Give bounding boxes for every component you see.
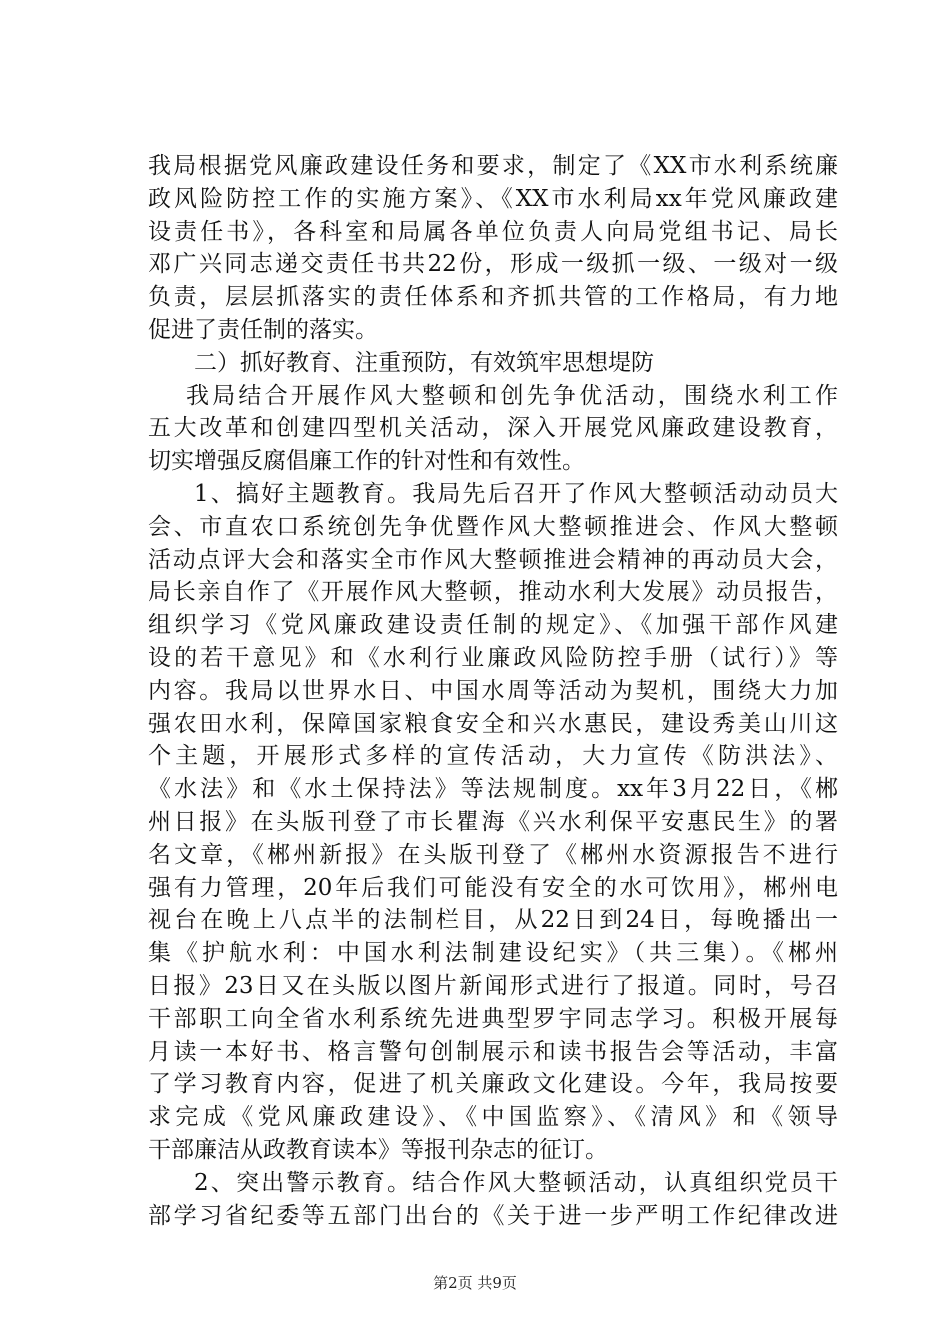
text-line: 组织学习《党风廉政建设责任制的规定》、《加强干部作风建 (148, 612, 838, 639)
text-line: 了学习教育内容，促进了机关廉政文化建设。今年，我局按要 (148, 1071, 838, 1098)
text-line: 活动点评大会和落实全市作风大整顿推进会精神的再动员大会， (148, 546, 838, 573)
text-line: 《水法》和《水土保持法》等法规制度。xx年3月22日，《郴 (148, 776, 838, 803)
text-line: 集《护航水利：中国水利法制建设纪实》（共三集）。《郴州 (148, 940, 838, 967)
text-line: 切实增强反腐倡廉工作的针对性和有效性。 (148, 448, 585, 475)
document-body (148, 150, 838, 1232)
text-line: 求完成《党风廉政建设》、《中国监察》、《清风》和《领导 (148, 1104, 838, 1131)
text-line: 名文章，《郴州新报》在头版刊登了《郴州水资源报告不进行 (148, 841, 838, 868)
text-line: 负责，层层抓落实的责任体系和齐抓共管的工作格局，有力地 (148, 284, 838, 311)
text-line: 视台在晚上八点半的法制栏目，从22日到24日，每晚播出一 (148, 907, 838, 934)
text-line: 设的若干意见》和《水利行业廉政风险防控手册（试行）》等 (148, 644, 838, 671)
text-line: 月读一本好书、格言警句创制展示和读书报告会等活动，丰富 (148, 1038, 838, 1065)
text-line: 政风险防控工作的实施方案》、《XX市水利局xx年党风廉政建 (148, 185, 838, 212)
text-line: 日报》23日又在头版以图片新闻形式进行了报道。同时，号召 (148, 972, 838, 999)
page-number-footer: 第2页 共9页 (433, 1274, 517, 1292)
text-line: 邓广兴同志递交责任书共22份，形成一级抓一级、一级对一级 (148, 251, 838, 278)
text-line: 个主题，开展形式多样的宣传活动，大力宣传《防洪法》、 (148, 743, 838, 770)
text-line: 强有力管理，20年后我们可能没有安全的水可饮用》，郴州电 (148, 874, 838, 901)
paragraph-first-line: 1、搞好主题教育。我局先后召开了作风大整顿活动动员大 (194, 480, 838, 507)
paragraph-first-line: 2、突出警示教育。结合作风大整顿活动，认真组织党员干 (194, 1169, 838, 1196)
text-line: 我局根据党风廉政建设任务和要求，制定了《XX市水利系统廉 (148, 153, 838, 179)
text-line: 促进了责任制的落实。 (148, 316, 378, 343)
text-line: 部学习省纪委等五部门出台的《关于进一步严明工作纪律改进 (148, 1202, 838, 1229)
text-line: 干部廉洁从政教育读本》等报刊杂志的征订。 (148, 1136, 608, 1163)
paragraph-first-line: 我局结合开展作风大整顿和创先争优活动，围绕水利工作 (186, 382, 838, 409)
text-line: 设责任书》，各科室和局属各单位负责人向局党组书记、局长 (148, 218, 838, 245)
text-line: 强农田水利，保障国家粮食安全和兴水惠民，建设秀美山川这 (148, 710, 838, 737)
text-line: 局长亲自作了《开展作风大整顿，推动水利大发展》动员报告， (148, 579, 838, 606)
text-line: 内容。我局以世界水日、中国水周等活动为契机，围绕大力加 (148, 677, 838, 704)
text-line: 州日报》在头版刊登了市长瞿海《兴水利保平安惠民生》的署 (148, 808, 838, 835)
text-line: 干部职工向全省水利系统先进典型罗宇同志学习。积极开展每 (148, 1005, 838, 1032)
section-heading: 二）抓好教育、注重预防，有效筑牢思想堤防 (194, 349, 654, 376)
text-line: 五大改革和创建四型机关活动，深入开展党风廉政建设教育， (148, 415, 838, 442)
text-line: 会、市直农口系统创先争优暨作风大整顿推进会、作风大整顿 (148, 513, 838, 540)
